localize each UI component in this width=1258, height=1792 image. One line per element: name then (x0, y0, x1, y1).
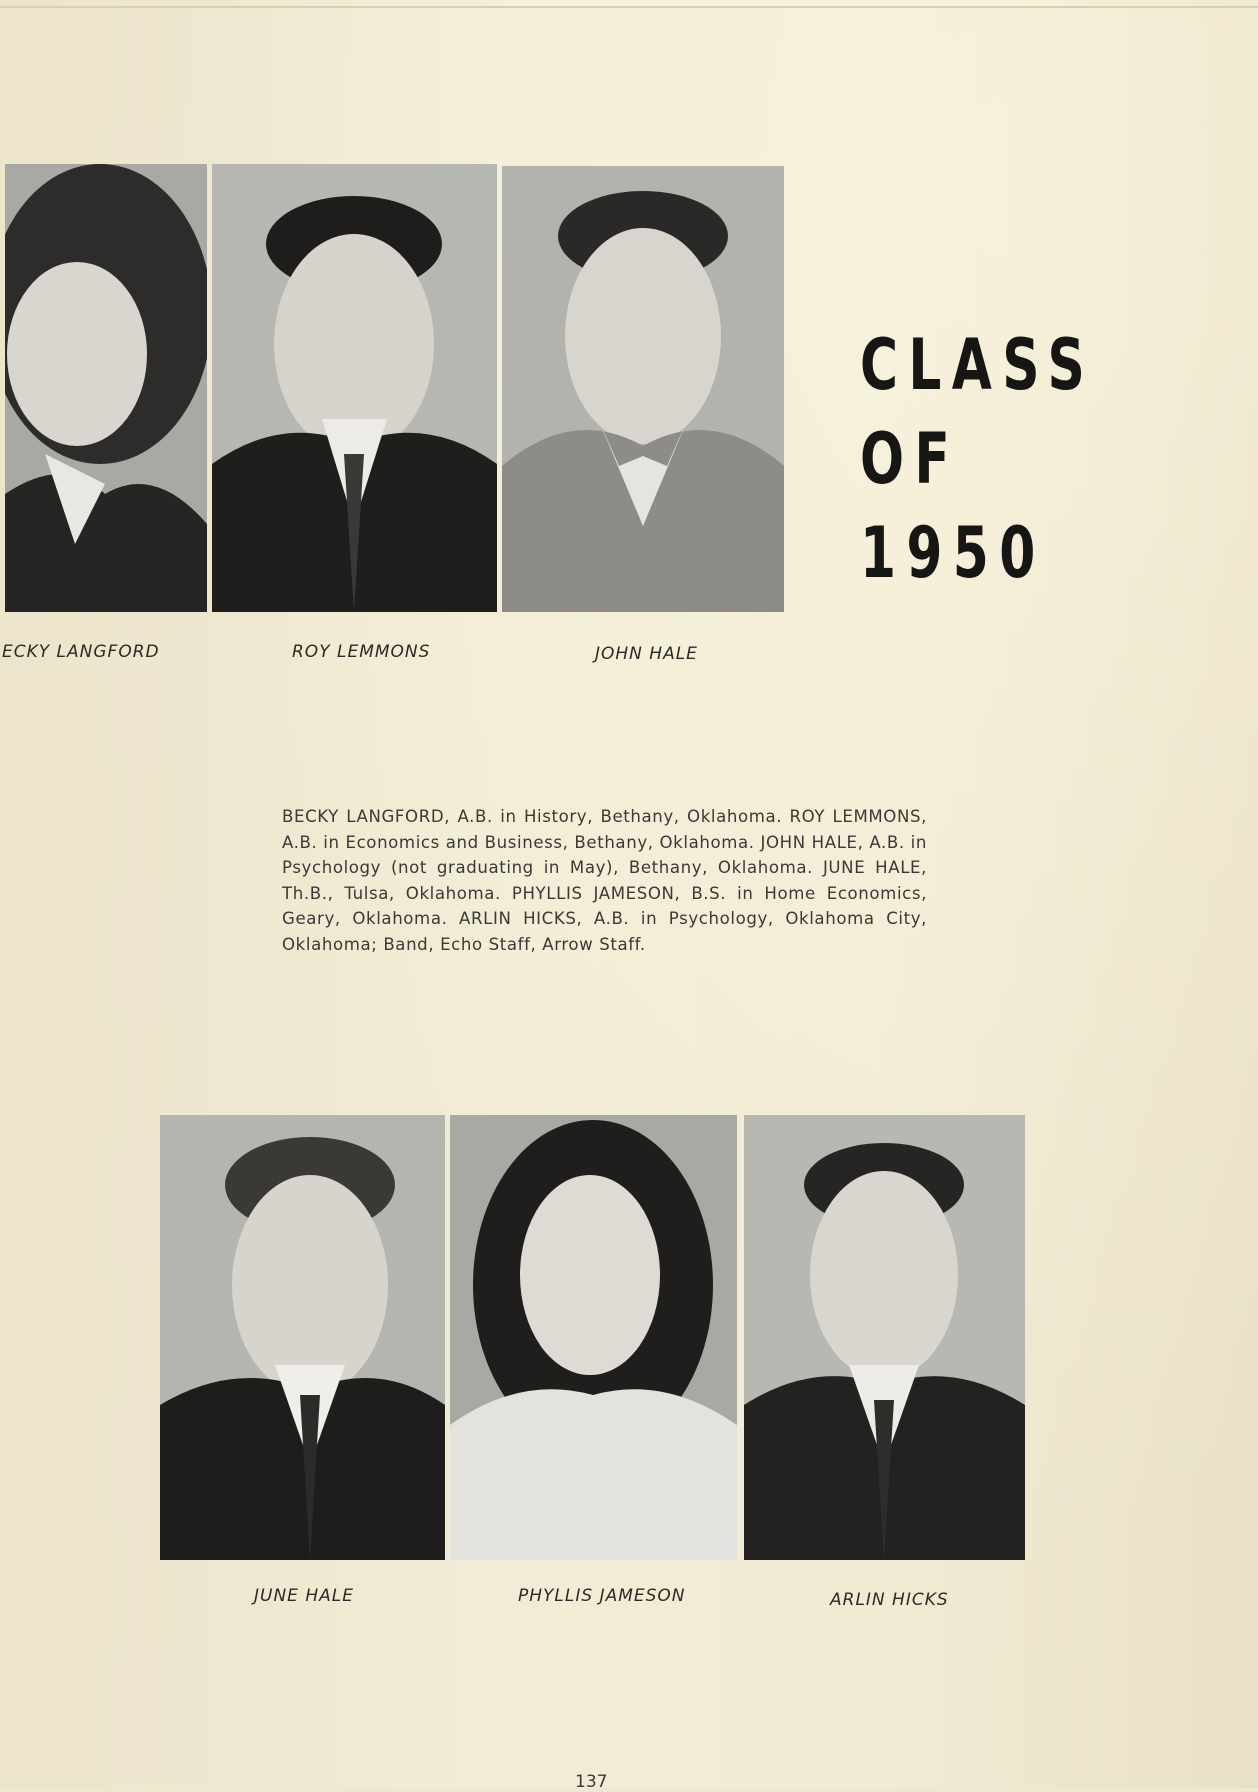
portrait-arlin-hicks (744, 1115, 1025, 1560)
portrait-roy-lemmons (212, 164, 497, 612)
portrait-john-hale (502, 166, 784, 612)
caption-john-hale: JOHN HALE (595, 644, 698, 664)
page-top-edge (0, 6, 1258, 8)
heading-line-1: CLASS (860, 324, 1096, 406)
caption-roy-lemmons: ROY LEMMONS (292, 642, 431, 662)
page-number: 137 (575, 1772, 608, 1792)
portrait-phyllis-jameson (450, 1115, 737, 1560)
heading-line-2: OF 1950 (860, 418, 1046, 594)
caption-phyllis-jameson: PHYLLIS JAMESON (518, 1586, 686, 1606)
graduates-biography: BECKY LANGFORD, A.B. in History, Bethany, Oklahoma. ROY LEMMONS, A.B. in Economics and Business, Bethany, Oklahoma. JOHN HALE, A.B. in Psychology (not graduating in May), Bethany, Oklahoma. JUNE HALE, Th.B., Tulsa, Oklahoma. PHYLLIS JAMESON, B.S. in Home Economics, Geary, Oklahoma. ARLIN HICKS, A.B. in Psychology, Oklahoma City, Oklahoma; Band, Echo Staff, Arrow Staff. (282, 807, 927, 954)
portrait-becky-langford (5, 164, 207, 612)
caption-arlin-hicks: ARLIN HICKS (830, 1590, 949, 1610)
portrait-june-hale (160, 1115, 445, 1560)
caption-june-hale: JUNE HALE (254, 1586, 354, 1606)
caption-becky-langford: ECKY LANGFORD (2, 642, 160, 662)
class-heading (860, 318, 1104, 600)
